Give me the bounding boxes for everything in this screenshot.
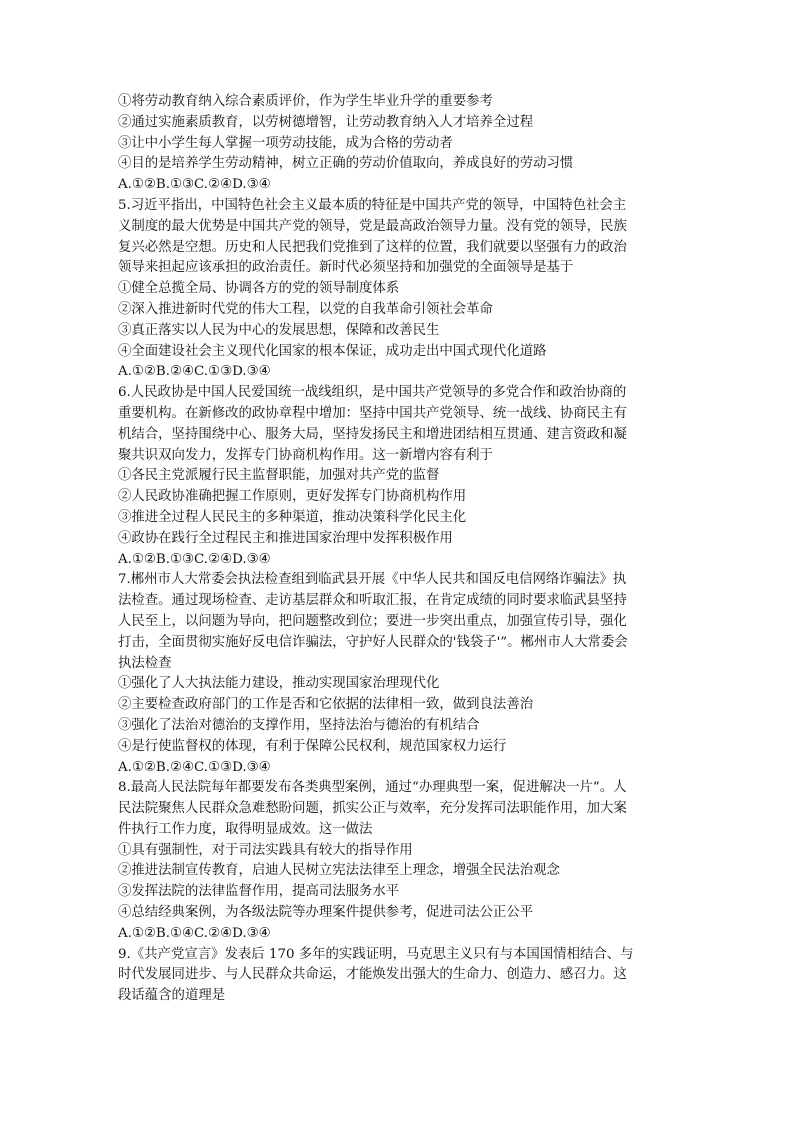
option-line: ④政协在践行全过程民主和推进国家治理中发挥积极作用 <box>118 530 453 546</box>
question-7-stem: 法检查。通过现场检查、走访基层群众和听取汇报，在肯定成绩的同时要求临武县坚持 <box>118 593 627 609</box>
answer-choices-line: A.①②B.②④C.①③D.③④ <box>118 759 271 775</box>
question-text-block <box>118 92 678 1007</box>
answer-choices-line: A.①②B.②④C.①③D.③④ <box>118 364 271 380</box>
option-line: ③强化了法治对德治的支撑作用，坚持法治与德治的有机结合 <box>118 717 480 733</box>
question-5-stem: 5.习近平指出，中国特色社会主义最本质的特征是中国共产党的领导，中国特色社会主 <box>118 197 627 213</box>
option-line: ②推进法制宣传教育，启迪人民树立宪法法律至上理念，增强全民法治观念 <box>118 863 560 879</box>
answer-choices-line: A.①②B.①③C.②④D.③④ <box>118 177 271 193</box>
option-line: ③推进全过程人民民主的多种渠道，推动决策科学化民主化 <box>118 509 467 525</box>
option-line: ④总结经典案例，为各级法院等办理案件提供参考，促进司法公正公平 <box>118 905 534 921</box>
option-line: ①具有强制性，对于司法实践具有较大的指导作用 <box>118 842 413 858</box>
option-line: ④是行使监督权的体现，有利于保障公民权利，规范国家权力运行 <box>118 738 507 754</box>
question-6-stem: 聚共识双向发力，发挥专门协商机构作用。这一新增内容有利于 <box>118 447 493 463</box>
question-5-stem: 义制度的最大优势是中国共产党的领导，党是最高政治领导力量。没有党的领导，民族 <box>118 218 627 234</box>
option-line: ②主要检查政府部门的工作是否和它依据的法律相一致，做到良法善治 <box>118 697 534 713</box>
question-6-stem: 6.人民政协是中国人民爱国统一战线组织，是中国共产党领导的多党合作和政治协商的 <box>118 385 627 401</box>
question-8-stem: 8.最高人民法院每年都要发布各类典型案例，通过“办理典型一案，促进解决一片”。人 <box>118 780 627 796</box>
option-line: ③让中小学生每人掌握一项劳动技能，成为合格的劳动者 <box>118 135 453 151</box>
question-6-stem: 重要机构。在新修改的政协章程中增加：坚持中国共产党领导、统一战线、协商民主有 <box>118 405 627 421</box>
option-line: ④全面建设社会主义现代化国家的根本保证，成功走出中国式现代化道路 <box>118 343 547 359</box>
question-6-stem: 机结合，坚持围绕中心、服务大局，坚持发扬民主和增进团结相互贯通、建言资政和凝 <box>118 426 627 442</box>
question-7-stem: 执法检查 <box>118 655 172 671</box>
option-line: ②深入推进新时代党的伟大工程，以党的自我革命引领社会革命 <box>118 301 493 317</box>
option-line: ④目的是培养学生劳动精神，树立正确的劳动价值取向，养成良好的劳动习惯 <box>118 156 574 172</box>
question-9-stem: 段话蕴含的道理是 <box>118 988 226 1004</box>
question-7-stem: 人民至上，以问题为导向，把问题整改到位；要进一步突出重点，加强宣传引导，强化 <box>118 613 627 629</box>
option-line: ①各民主党派履行民主监督职能，加强对共产党的监督 <box>118 468 440 484</box>
option-line: ①强化了人大执法能力建设，推动实现国家治理现代化 <box>118 676 440 692</box>
question-8-stem: 件执行工作力度，取得明显成效。这一做法 <box>118 821 373 837</box>
answer-choices-line: A.①②B.①③C.②④D.③④ <box>118 551 271 567</box>
question-5-stem: 领导来担起应该承担的政治责任。新时代必须坚持和加强党的全面领导是基于 <box>118 260 574 276</box>
option-line: ③发挥法院的法律监督作用，提高司法服务水平 <box>118 884 400 900</box>
option-line: ①将劳动教育纳入综合素质评价，作为学生毕业升学的重要参考 <box>118 94 493 109</box>
question-7-stem: 打击，全面贯彻实施好反电信诈骗法，守护好人民群众的'钱袋子'”。郴州市人大常委会 <box>118 634 628 650</box>
question-9-stem: 时代发展同进步、与人民群众共命运，才能焕发出强大的生命力、创造力、感召力。这 <box>118 967 627 983</box>
answer-choices-line: A.①②B.①④C.②④D.③④ <box>118 925 271 941</box>
question-9-stem: 9.《共产党宣言》发表后 170 多年的实践证明，马克思主义只有与本国国情相结合、与 <box>118 946 634 962</box>
question-5-stem: 复兴必然是空想。历史和人民把我们党推到了这样的位置，我们就要以坚强有力的政治 <box>118 239 627 255</box>
option-line: ②人民政协准确把握工作原则，更好发挥专门协商机构作用 <box>118 489 467 505</box>
option-line: ③真正落实以人民为中心的发展思想，保障和改善民生 <box>118 322 440 338</box>
question-8-stem: 民法院聚焦人民群众急难愁盼问题，抓实公正与效率，充分发挥司法职能作用，加大案 <box>118 801 627 817</box>
question-7-stem: 7.郴州市人大常委会执法检查组到临武县开展《中华人民共和国反电信网络诈骗法》执 <box>118 572 627 588</box>
option-line: ①健全总揽全局、协调各方的党的领导制度体系 <box>118 281 400 297</box>
option-line: ②通过实施素质教育，以劳树德增智，让劳动教育纳入人才培养全过程 <box>118 114 534 130</box>
